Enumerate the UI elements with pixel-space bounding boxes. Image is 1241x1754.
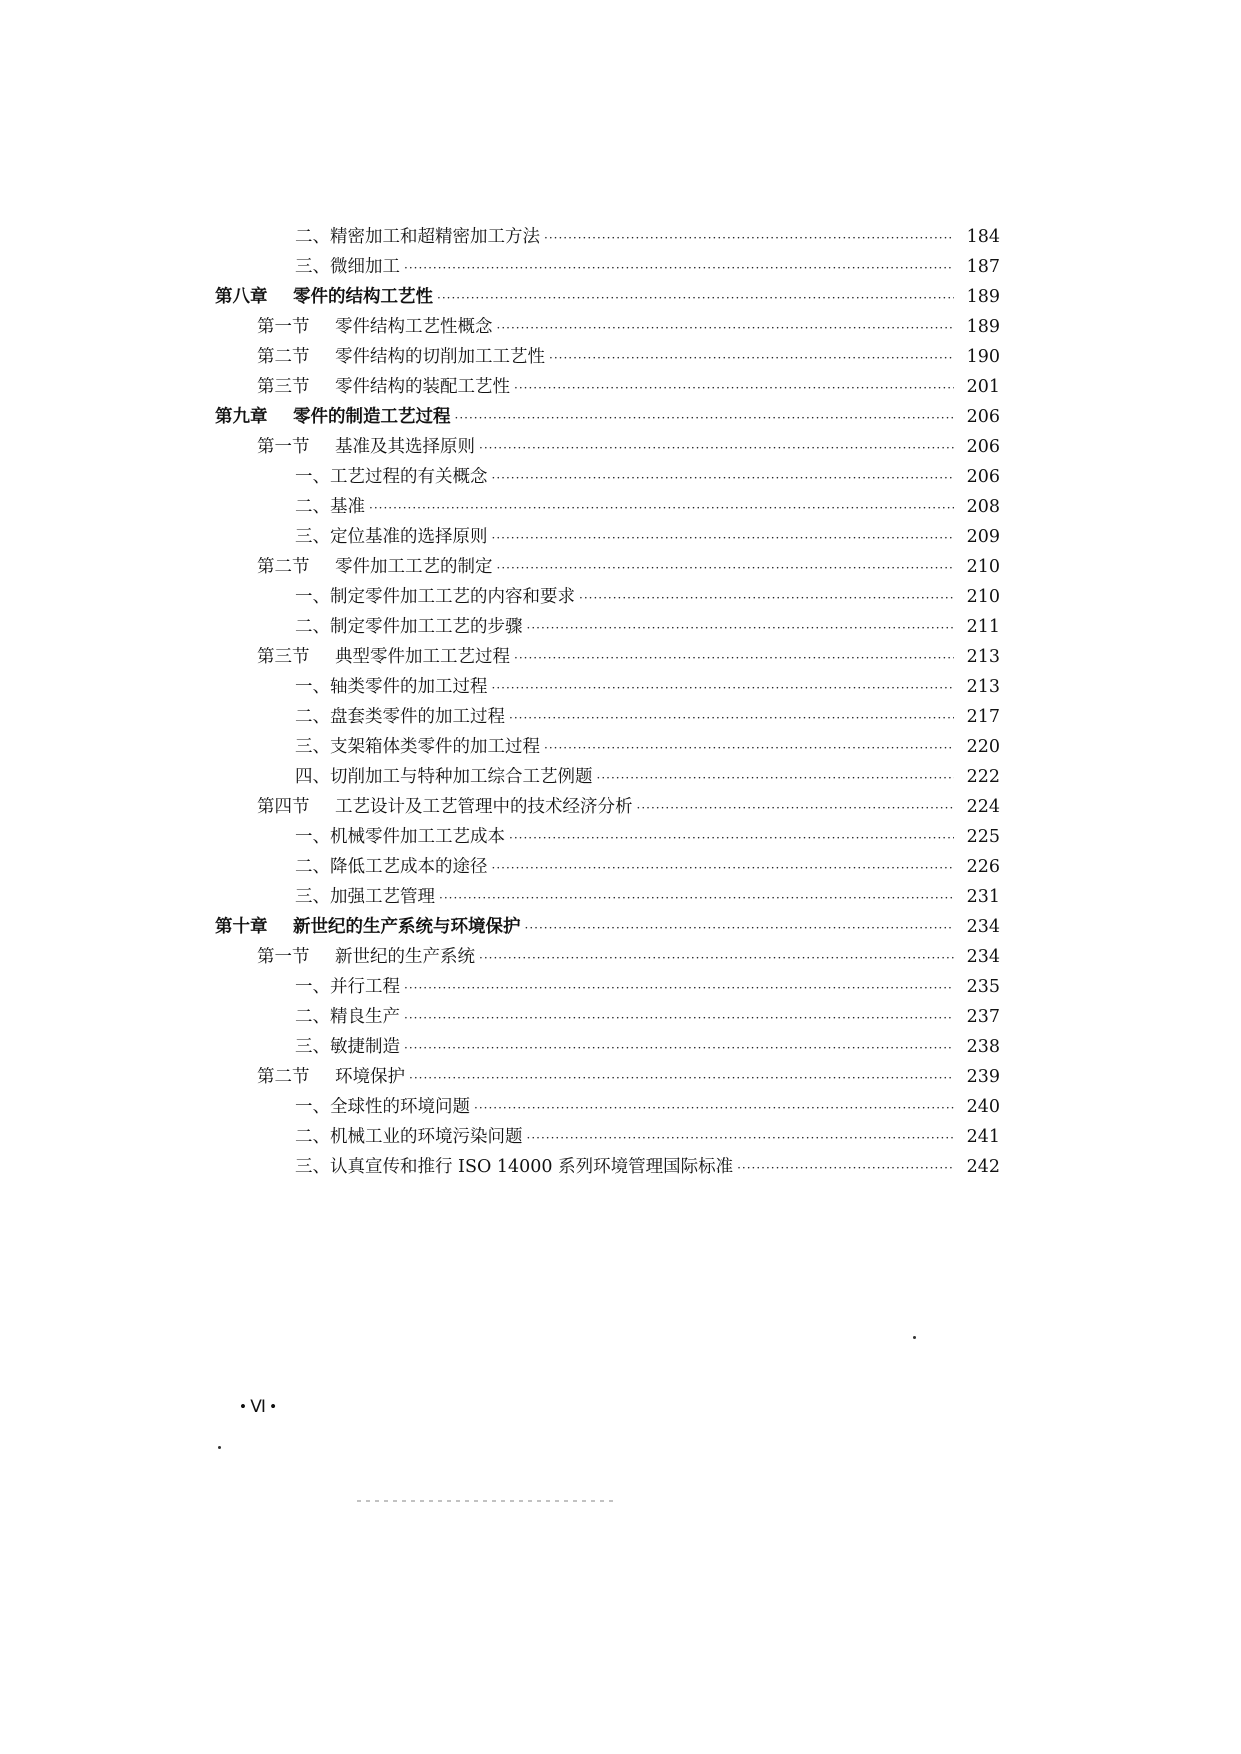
toc-entry-title: 零件结构的切削加工工艺性 — [335, 347, 545, 367]
toc-entry-item — [215, 492, 1000, 522]
toc-entry-title: 零件加工工艺的制定 — [335, 557, 493, 577]
toc-entry-title: 新世纪的生产系统 — [335, 947, 475, 967]
page-folio: • Ⅵ • — [240, 1397, 277, 1416]
toc-page-number: 226 — [966, 857, 1000, 877]
toc-entry-title: 盘套类零件的加工过程 — [330, 707, 505, 727]
toc-entry-number: 一、 — [295, 677, 330, 697]
toc-page-number: 224 — [966, 797, 1000, 817]
toc-page-number: 201 — [966, 377, 1000, 397]
toc-entry-label — [295, 732, 540, 762]
toc-entry-item — [215, 612, 1000, 642]
toc-entry-number: 三、 — [295, 737, 330, 757]
toc-entry-chapter — [215, 912, 1000, 942]
toc-dot-leader — [509, 703, 954, 733]
toc-entry-number: 二、 — [295, 617, 330, 637]
toc-entry-number: 一、 — [295, 467, 330, 487]
toc-entry-title: 零件的制造工艺过程 — [293, 407, 451, 427]
toc-page-number: 213 — [966, 677, 1000, 697]
toc-dot-leader — [479, 943, 954, 973]
toc-entry-number: 一、 — [295, 587, 330, 607]
toc-entry-title: 轴类零件的加工过程 — [330, 677, 488, 697]
toc-entry-title: 定位基准的选择原则 — [330, 527, 488, 547]
toc-entry-item — [215, 522, 1000, 552]
toc-entry-chapter — [215, 402, 1000, 432]
toc-entry-label — [257, 342, 545, 372]
toc-entry-number: 三、 — [295, 257, 330, 277]
toc-entry-title: 并行工程 — [330, 977, 400, 997]
toc-page-number: 206 — [966, 437, 1000, 457]
toc-entry-item — [215, 822, 1000, 852]
scan-artifact-line — [357, 1500, 617, 1502]
toc-entry-label — [295, 222, 540, 252]
toc-entry-title: 环境保护 — [335, 1067, 405, 1087]
toc-entry-number: 二、 — [295, 227, 330, 247]
toc-entry-label — [295, 762, 593, 792]
toc-entry-item — [215, 672, 1000, 702]
toc-dot-leader — [579, 583, 954, 613]
toc-entry-label — [295, 1032, 400, 1062]
toc-dot-leader — [492, 523, 955, 553]
toc-dot-leader — [527, 613, 955, 643]
toc-entry-title: 支架箱体类零件的加工过程 — [330, 737, 540, 757]
toc-page-number: 217 — [966, 707, 1000, 727]
toc-entry-item — [215, 732, 1000, 762]
toc-page-number: 231 — [966, 887, 1000, 907]
toc-entry-label — [295, 882, 435, 912]
toc-dot-leader — [455, 403, 955, 433]
toc-entry-title: 降低工艺成本的途径 — [330, 857, 488, 877]
toc-entry-title: 机械工业的环境污染问题 — [330, 1127, 523, 1147]
toc-dot-leader — [409, 1063, 954, 1093]
toc-page-number: 209 — [966, 527, 1000, 547]
toc-entry-label — [215, 402, 451, 432]
toc-entry-section — [215, 372, 1000, 402]
toc-page-number: 189 — [966, 287, 1000, 307]
toc-entry-number: 三、 — [295, 887, 330, 907]
toc-entry-section — [215, 942, 1000, 972]
toc-entry-label — [257, 432, 475, 462]
toc-entry-label — [295, 852, 488, 882]
toc-entry-label — [257, 642, 510, 672]
toc-entry-item — [215, 762, 1000, 792]
toc-dot-leader — [474, 1093, 954, 1123]
toc-entry-label — [295, 522, 488, 552]
toc-entry-number: 一、 — [295, 827, 330, 847]
toc-entry-item — [215, 1122, 1000, 1152]
toc-page-number: 210 — [966, 557, 1000, 577]
toc-page-number: 206 — [966, 407, 1000, 427]
toc-dot-leader — [404, 1003, 954, 1033]
toc-entry-label — [257, 372, 510, 402]
toc-page-number: 220 — [966, 737, 1000, 757]
toc-entry-title: 新世纪的生产系统与环境保护 — [293, 917, 521, 937]
toc-entry-item — [215, 972, 1000, 1002]
toc-entry-section — [215, 552, 1000, 582]
toc-entry-section — [215, 642, 1000, 672]
toc-entry-number: 二、 — [295, 1007, 330, 1027]
toc-dot-leader — [544, 733, 954, 763]
toc-entry-number: 一、 — [295, 977, 330, 997]
toc-entry-title: 基准 — [330, 497, 365, 517]
toc-page-number: 239 — [966, 1067, 1000, 1087]
toc-entry-number: 一、 — [295, 1097, 330, 1117]
toc-entry-item — [215, 582, 1000, 612]
toc-entry-title: 微细加工 — [330, 257, 400, 277]
toc-dot-leader — [514, 643, 954, 673]
toc-entry-item — [215, 252, 1000, 282]
toc-entry-label — [257, 552, 493, 582]
toc-entry-number: 第八章 — [215, 287, 268, 307]
toc-dot-leader — [492, 853, 955, 883]
toc-entry-section — [215, 432, 1000, 462]
toc-entry-title: 零件结构工艺性概念 — [335, 317, 493, 337]
toc-dot-leader — [492, 673, 955, 703]
toc-entry-number: 三、 — [295, 1037, 330, 1057]
toc-dot-leader — [404, 253, 954, 283]
toc-page-number: 189 — [966, 317, 1000, 337]
toc-entry-number: 二、 — [295, 497, 330, 517]
toc-entry-label — [295, 1122, 523, 1152]
toc-entry-item — [215, 1002, 1000, 1032]
toc-page-number: 187 — [966, 257, 1000, 277]
toc-entry-title: 制定零件加工工艺的步骤 — [330, 617, 523, 637]
toc-page-number: 241 — [966, 1127, 1000, 1147]
toc-entry-number: 第十章 — [215, 917, 268, 937]
toc-entry-number: 第一节 — [257, 947, 310, 967]
toc-entry-item — [215, 852, 1000, 882]
toc-dot-leader — [439, 883, 954, 913]
toc-page-number: 234 — [966, 947, 1000, 967]
toc-dot-leader — [492, 463, 955, 493]
toc-page-number: 210 — [966, 587, 1000, 607]
toc-page-number: 208 — [966, 497, 1000, 517]
toc-page-number: 240 — [966, 1097, 1000, 1117]
toc-entry-section — [215, 1062, 1000, 1092]
toc-dot-leader — [544, 223, 954, 253]
toc-dot-leader — [514, 373, 954, 403]
toc-page-number: 234 — [966, 917, 1000, 937]
toc-entry-item — [215, 1032, 1000, 1062]
toc-entry-number: 四、 — [295, 767, 330, 787]
toc-entry-label — [295, 1092, 470, 1122]
toc-entry-label — [257, 312, 493, 342]
toc-entry-title: 零件结构的装配工艺性 — [335, 377, 510, 397]
toc-dot-leader — [527, 1123, 955, 1153]
toc-page-number: 242 — [966, 1157, 1000, 1177]
toc-entry-number: 第二节 — [257, 347, 310, 367]
toc-entry-label — [257, 942, 475, 972]
scan-speck — [913, 1336, 916, 1339]
toc-page-number: 222 — [966, 767, 1000, 787]
toc-entry-title: 精良生产 — [330, 1007, 400, 1027]
toc-entry-section — [215, 312, 1000, 342]
toc-entry-label — [295, 1002, 400, 1032]
toc-page-number: 235 — [966, 977, 1000, 997]
toc-dot-leader — [737, 1153, 954, 1183]
toc-dot-leader — [369, 493, 954, 523]
toc-entry-label — [295, 582, 575, 612]
toc-page-number: 225 — [966, 827, 1000, 847]
toc-dot-leader — [404, 973, 954, 1003]
toc-entry-item — [215, 462, 1000, 492]
toc-entry-title: 制定零件加工工艺的内容和要求 — [330, 587, 575, 607]
toc-entry-label — [215, 282, 433, 312]
toc-entry-label — [295, 462, 488, 492]
toc-page-number: 184 — [966, 227, 1000, 247]
toc-entry-label — [295, 252, 400, 282]
toc-entry-title: 机械零件加工工艺成本 — [330, 827, 505, 847]
toc-dot-leader — [509, 823, 954, 853]
toc-entry-label — [257, 792, 633, 822]
toc-entry-title: 全球性的环境问题 — [330, 1097, 470, 1117]
toc-entry-number: 第四节 — [257, 797, 310, 817]
toc-entry-title: 精密加工和超精密加工方法 — [330, 227, 540, 247]
toc-entry-number: 第九章 — [215, 407, 268, 427]
toc-page-number: 206 — [966, 467, 1000, 487]
toc-entry-section — [215, 792, 1000, 822]
toc-entry-title: 基准及其选择原则 — [335, 437, 475, 457]
table-of-contents — [215, 222, 1000, 1182]
toc-entry-section — [215, 342, 1000, 372]
toc-entry-label — [295, 1152, 733, 1182]
toc-entry-item — [215, 882, 1000, 912]
toc-entry-label — [295, 612, 523, 642]
toc-entry-title: 零件的结构工艺性 — [293, 287, 433, 307]
toc-entry-label — [215, 912, 521, 942]
toc-entry-label — [295, 972, 400, 1002]
toc-page-number: 238 — [966, 1037, 1000, 1057]
toc-entry-number: 二、 — [295, 1127, 330, 1147]
toc-entry-item — [215, 222, 1000, 252]
toc-entry-number: 二、 — [295, 707, 330, 727]
toc-entry-item — [215, 1092, 1000, 1122]
toc-dot-leader — [549, 343, 954, 373]
toc-entry-title: 敏捷制造 — [330, 1037, 400, 1057]
toc-entry-number: 三、 — [295, 1157, 330, 1177]
toc-entry-label — [295, 822, 505, 852]
toc-entry-title: 典型零件加工工艺过程 — [335, 647, 510, 667]
toc-entry-number: 三、 — [295, 527, 330, 547]
toc-dot-leader — [497, 553, 955, 583]
toc-dot-leader — [525, 913, 955, 943]
scan-speck — [218, 1446, 221, 1449]
toc-page-number: 237 — [966, 1007, 1000, 1027]
toc-entry-title: 工艺设计及工艺管理中的技术经济分析 — [335, 797, 633, 817]
toc-page-number: 213 — [966, 647, 1000, 667]
toc-entry-label — [295, 492, 365, 522]
toc-entry-number: 二、 — [295, 857, 330, 877]
toc-entry-item — [215, 1152, 1000, 1182]
toc-entry-chapter — [215, 282, 1000, 312]
toc-entry-number: 第三节 — [257, 377, 310, 397]
toc-entry-number: 第一节 — [257, 437, 310, 457]
toc-entry-number: 第三节 — [257, 647, 310, 667]
toc-entry-number: 第二节 — [257, 557, 310, 577]
toc-entry-number: 第二节 — [257, 1067, 310, 1087]
toc-dot-leader — [597, 763, 955, 793]
toc-entry-label — [295, 672, 488, 702]
toc-dot-leader — [637, 793, 955, 823]
toc-entry-title: 加强工艺管理 — [330, 887, 435, 907]
toc-entry-title: 认真宣传和推行 ISO 14000 系列环境管理国际标准 — [330, 1157, 734, 1177]
toc-dot-leader — [404, 1033, 954, 1063]
toc-entry-title: 切削加工与特种加工综合工艺例题 — [330, 767, 593, 787]
toc-entry-label — [295, 702, 505, 732]
toc-entry-label — [257, 1062, 405, 1092]
toc-entry-number: 第一节 — [257, 317, 310, 337]
toc-entry-title: 工艺过程的有关概念 — [330, 467, 488, 487]
toc-page-number: 211 — [966, 617, 1000, 637]
toc-dot-leader — [497, 313, 955, 343]
toc-entry-item — [215, 702, 1000, 732]
toc-page-number: 190 — [966, 347, 1000, 367]
toc-dot-leader — [437, 283, 954, 313]
toc-dot-leader — [479, 433, 954, 463]
